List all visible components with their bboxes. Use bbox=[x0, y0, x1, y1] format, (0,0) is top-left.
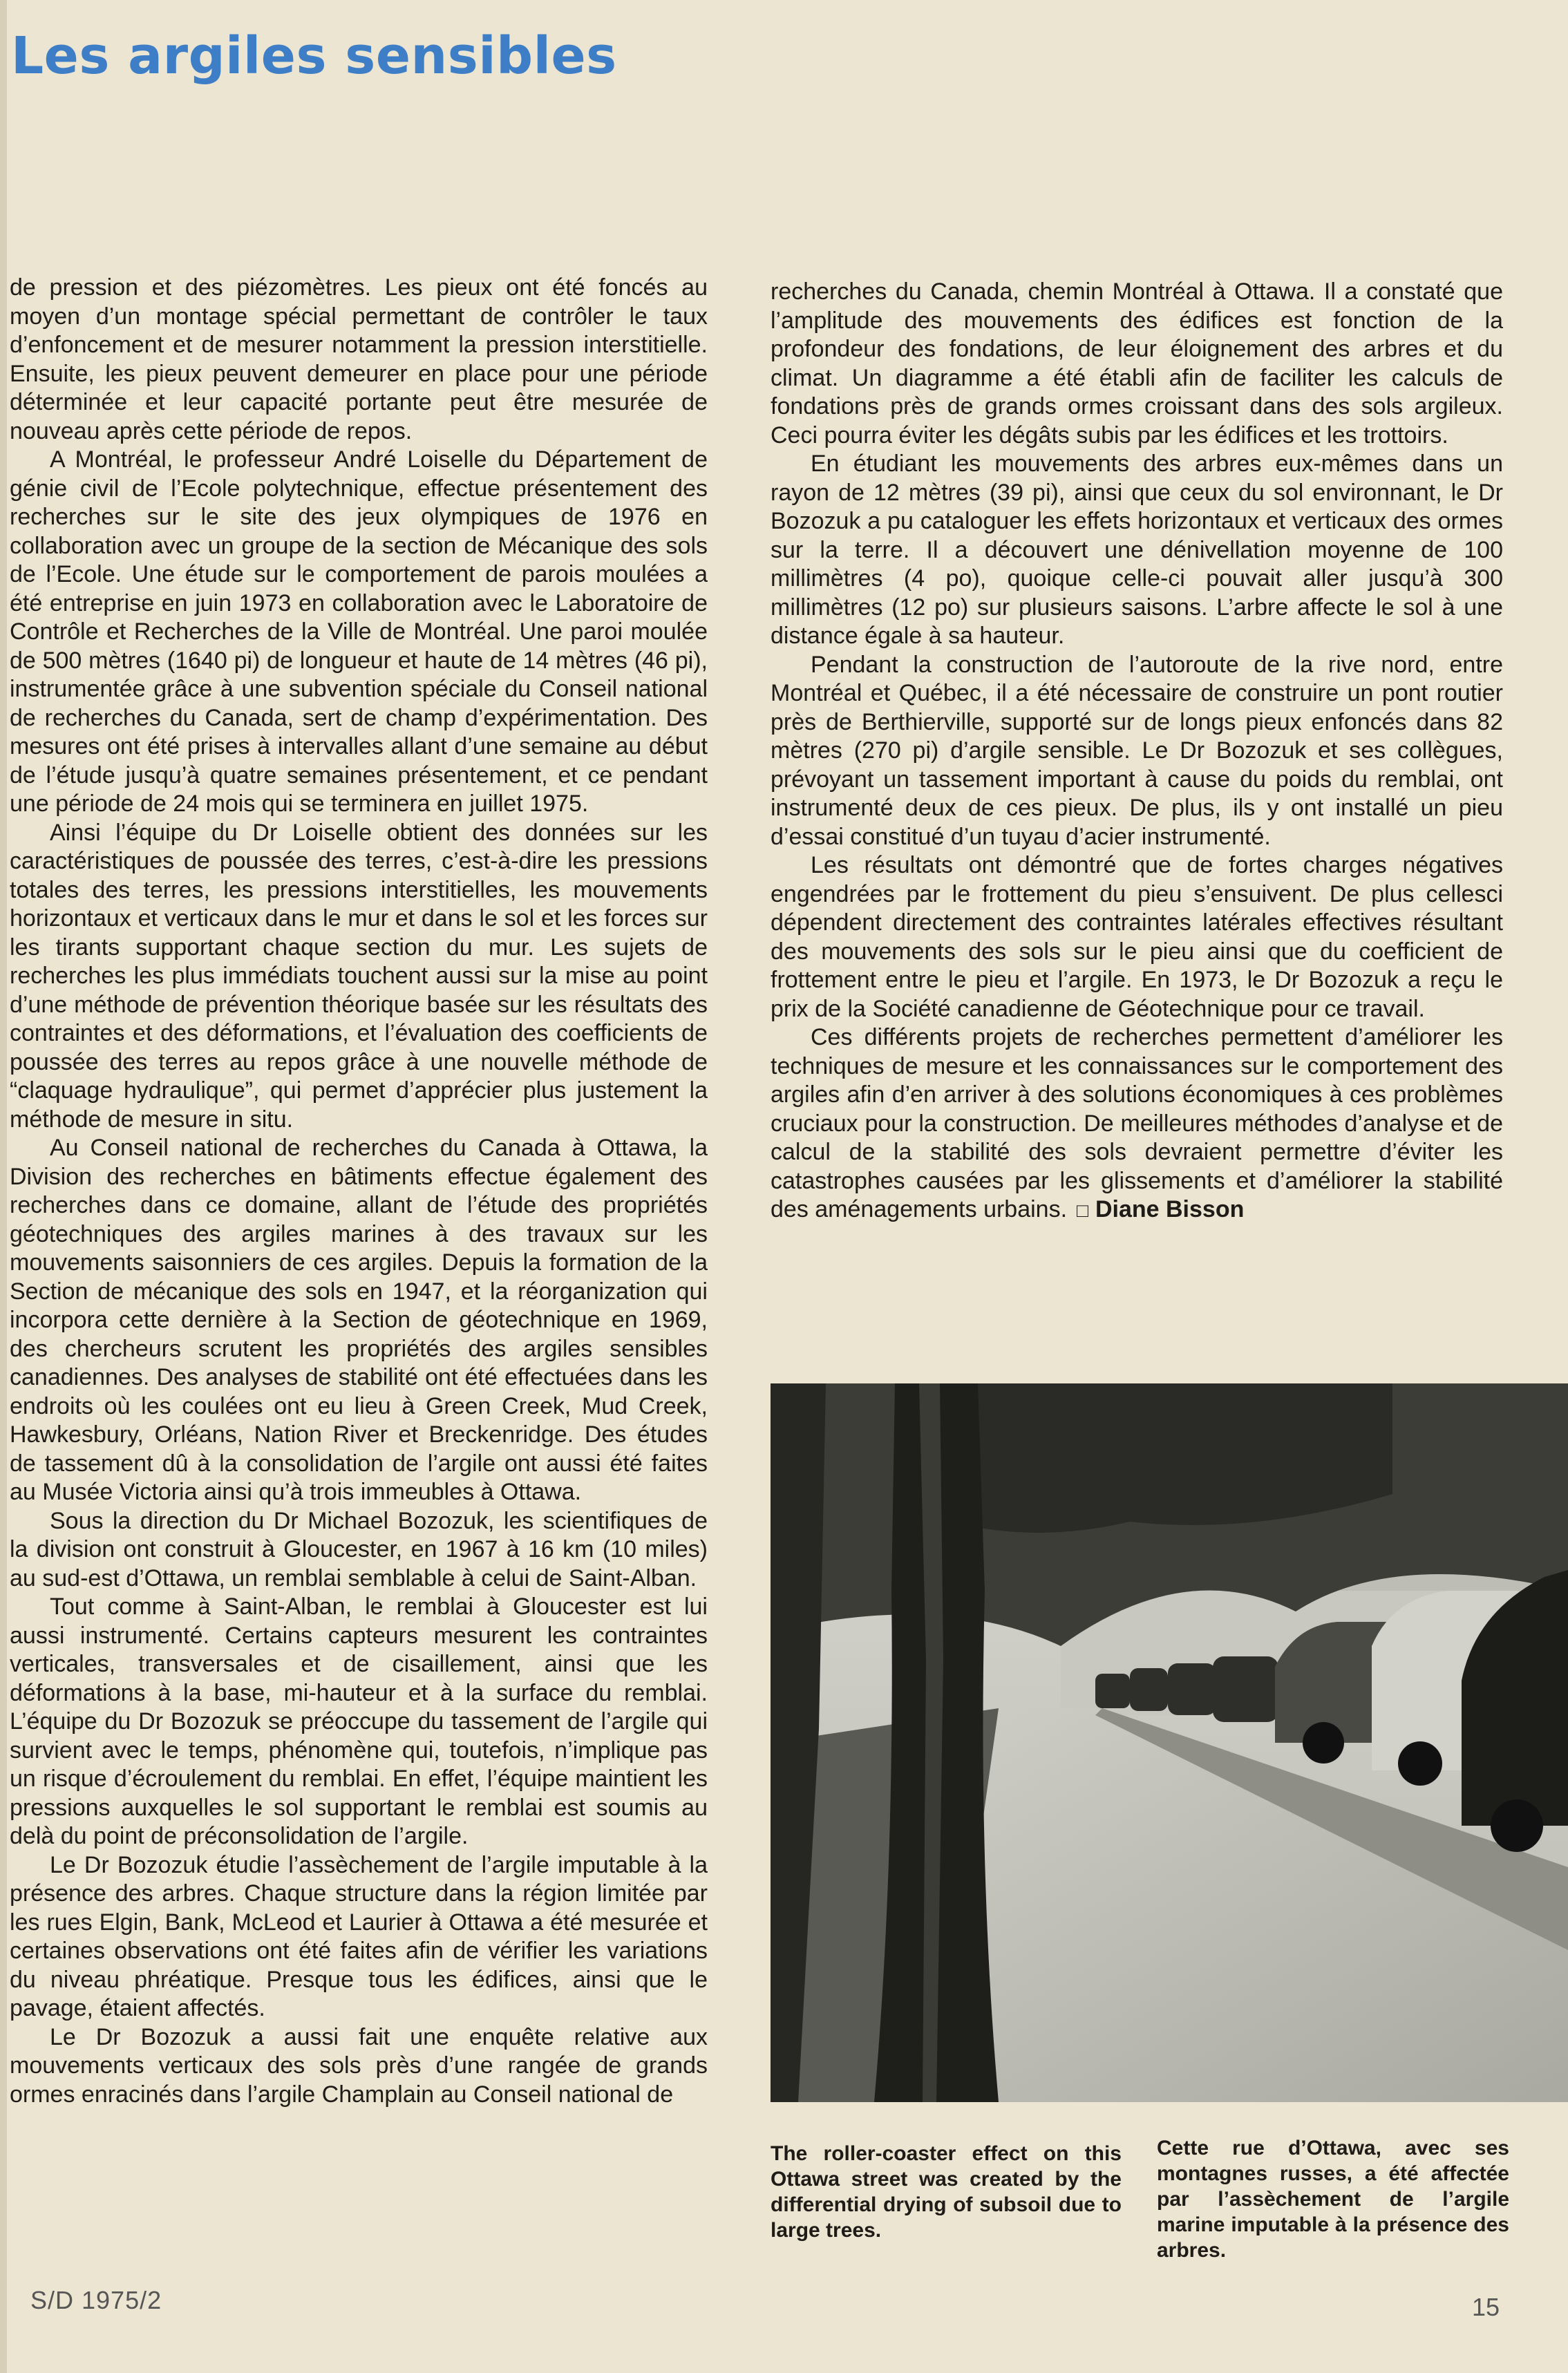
author-signature: Diane Bisson bbox=[1095, 1196, 1245, 1222]
page-title: Les argiles sensibles bbox=[11, 26, 617, 86]
paragraph: Les résultats ont démontré que de fortes charges négatives engendrées par le frottement du pieu s’ensuivent. De plus cellesci dépendent directement des contraintes latérales effectives résultant des mouvements des sols sur le pieu ainsi que du coefficient de frottement entre le pieu et l’argile. En 1973, le Dr Bozozuk a reçu le prix de la Société canadienne de Géotechnique pour ce travail. bbox=[771, 852, 1503, 1022]
right-column bbox=[771, 278, 1503, 1225]
paragraph: A Montréal, le professeur André Loiselle du Département de génie civil de l’Ecole polytechnique, effectue présentement des recherches sur le site des jeux olympiques de 1976 en collaboration avec un groupe de la section de Mécanique des sols de l’Ecole. Une étude sur le comportement de parois moulées a été entreprise en juin 1973 en collaboration avec le Laboratoire de Contrôle et Recherches de la Ville de Montréal. Une paroi moulée de 500 mètres (1640 pi) de longueur et haute de 14 mètres (46 pi), instrumentée grâce à une subvention spéciale du Conseil national de recherches du Canada, sert de champ d’expérimentation. Des mesures ont été prises à intervalles allant d’une semaine au début de l’étude jusqu’à quatre semaines présentement, et ce pendant une période de 24 mois qui se terminera en juillet 1975. bbox=[10, 446, 708, 817]
page-number: 15 bbox=[1472, 2293, 1500, 2321]
photo-image bbox=[771, 1383, 1568, 2102]
paragraph: Au Conseil national de recherches du Canada à Ottawa, la Division des recherches en bâtiments effectue également des recherches dans ce domaine, allant de l’étude des propriétés géotechniques des argiles marines à des travaux sur les mouvements saisonniers de ces argiles. Depuis la formation de la Section de mécanique des sols en 1947, et la réorganization qui incorpora cette dernière à la Section de géotechnique en 1969, des chercheurs scrutent les propriétés des argiles sensibles canadiennes. Des analyses de stabilité ont été effectuées dans les endroits où les coulées ont eu lieu à Green Creek, Mud Creek, Hawkesbury, Orléans, Nation River et Breckenridge. Des études de tassement dû à la consolidation de l’argile ont aussi été faites au Musée Victoria ainsi qu’à trois immeubles à Ottawa. bbox=[10, 1135, 708, 1505]
paragraph: Sous la direction du Dr Michael Bozozuk, les scientifiques de la division ont construit à Gloucester, en 1967 à 16 km (10 miles) au sud-est d’Ottawa, un remblai semblable à celui de Saint-Alban. bbox=[10, 1507, 708, 1591]
paragraph: Pendant la construction de l’autoroute de la rive nord, entre Montréal et Québec, il a été nécessaire de construire un pont routier près de Berthierville, supporté sur de longs pieux enfoncés dans 82 mètres (270 pi) d’argile sensible. Le Dr Bozozuk et ses collègues, prévoyant un tassement important à cause du poids du remblai, ont instrumenté deux de ces pieux. De plus, ils y ont installé un pieu d’essai constitué d’un tuyau d’acier instrumenté. bbox=[771, 651, 1503, 850]
paragraph: Ces différents projets de recherches permettent d’améliorer les techniques de mesure et les connaissances sur le comportement des argiles afin d’en arriver à des solutions économiques à ces problèmes cruciaux pour la construction. De meilleures méthodes d’analyse et de calcul de la stabilité des sols devraient permettre d’éviter les catastrophes causées par les glissements et d’améliorer la stabilité des aménagements urbains. bbox=[771, 1024, 1503, 1222]
paragraph: recherches du Canada, chemin Montréal à Ottawa. Il a constaté que l’amplitude des mouvements des édifices est fonction de la profondeur des fondations, de leur éloignement des arbres et du climat. Un diagramme a été établi afin de faciliter les calculs de fondations près de grands ormes croissant dans des sols argileux. Ceci pourra éviter les dégâts subis par les édifices et les trottoirs. bbox=[771, 278, 1503, 448]
photo-caption-english: The roller-coaster effect on this Ottawa street was created by the differential drying of subsoil due to large trees. bbox=[771, 2142, 1122, 2242]
photo-caption-french: Cette rue d’Ottawa, avec ses montagnes russes, a été affectée par l’assèchement de l’argile marine imputable à la présence des arbres. bbox=[1157, 2137, 1509, 2262]
paragraph: Le Dr Bozozuk a aussi fait une enquête relative aux mouvements verticaux des sols près d’une rangée de grands ormes enracinés dans l’argile Champlain au Conseil national de bbox=[10, 2023, 708, 2108]
paragraph: Ainsi l’équipe du Dr Loiselle obtient des données sur les caractéristiques de poussée des terres, c’est-à-dire les pressions totales des terres, les pressions interstitielles, les mouvements horizontaux et verticaux dans le mur et dans le sol et les forces sur les tirants supportant chaque section du mur. Les sujets de recherches les plus immédiats touchent aussi sur la mise au point d’une méthode de prévention théorique basée sur les résultats des contraintes et des déformations, et l’évaluation des coefficients de poussée des terres au repos grâce à une nouvelle méthode de “claquage hydraulique”, qui permet d’apprécier plus justement la méthode de mesure in situ. bbox=[10, 819, 708, 1133]
paragraph-with-signature bbox=[771, 1023, 1503, 1225]
paragraph: Le Dr Bozozuk étudie l’assèchement de l’argile imputable à la présence des arbres. Chaque structure dans la région limitée par les rues Elgin, Bank, McLeod et Laurier à Ottawa a été mesurée et certaines observations ont été faites afin de vérifier les variations du niveau phréatique. Presque tous les édifices, ainsi que le pavage, étaient affectés. bbox=[10, 1851, 708, 2021]
paragraph: de pression et des piézomètres. Les pieux ont été foncés au moyen d’un montage spécial permettant de contrôler le taux d’enfoncement et de mesurer notamment la pression interstitielle. Ensuite, les pieux peuvent demeurer en place pour une période déterminée et leur capacité portante peut être mesurée de nouveau après cette période de repos. bbox=[10, 274, 708, 444]
page-edge bbox=[0, 0, 7, 2373]
issue-label: S/D 1975/2 bbox=[30, 2286, 162, 2314]
left-column bbox=[10, 274, 708, 2109]
paragraph: En étudiant les mouvements des arbres eux-mêmes dans un rayon de 12 mètres (39 pi), ainsi que ceux du sol environnant, le Dr Bozozuk a pu cataloguer les effets horizontaux et verticaux des ormes sur la terre. Il a découvert une dénivellation moyenne de 100 millimètres (4 po), quoique celle-ci pouvait aller jusqu’à 300 millimètres (12 po) sur plusieurs saisons. L’arbre affecte le sol à une distance égale à sa hauteur. bbox=[771, 451, 1503, 649]
street-photo bbox=[771, 1383, 1568, 2102]
end-mark: □ bbox=[1077, 1200, 1088, 1221]
paragraph: Tout comme à Saint-Alban, le remblai à Gloucester est lui aussi instrumenté. Certains capteurs mesurent les contraintes verticales, transversales et de cisaillement, ainsi que les déformations à la base, mi-hauteur et à la surface du remblai. L’équipe du Dr Bozozuk se préoccupe du tassement de l’argile qui survient avec le temps, phénomène qui, toutefois, n’implique pas un risque d’écroulement du remblai. En effet, l’équipe maintient les pressions auxquelles le sol supportant le remblai est soumis au delà du point de préconsolidation de l’argile. bbox=[10, 1594, 708, 1849]
